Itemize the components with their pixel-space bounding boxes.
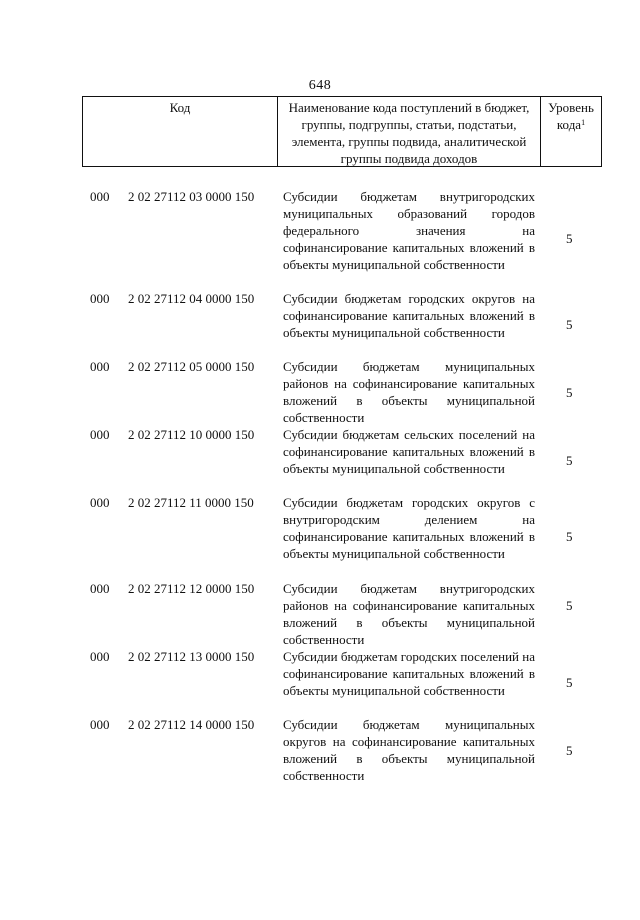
row-prefix: 000 bbox=[90, 581, 110, 596]
row-name: Субсидии бюджетам сельских поселений на софинансирование капитальных вложений в объекты муниципальной собственности bbox=[283, 427, 535, 476]
page-number: 648 bbox=[308, 78, 332, 93]
table-row bbox=[0, 580, 640, 648]
footnote-marker: 1 bbox=[581, 118, 586, 127]
row-code: 2 02 27112 10 0000 150 bbox=[128, 427, 255, 442]
row-prefix: 000 bbox=[90, 291, 110, 306]
row-name: Субсидии бюджетам городских поселений на софинансирование капитальных вложений в объекты муниципальной собственности bbox=[283, 649, 535, 698]
row-level: 5 bbox=[566, 231, 573, 246]
row-code: 2 02 27112 14 0000 150 bbox=[128, 717, 255, 732]
row-name: Субсидии бюджетам внутригородских районов на софинансирование капитальных вложений в объекты муниципальной собственности bbox=[283, 581, 535, 647]
row-prefix: 000 bbox=[90, 495, 110, 510]
row-prefix: 000 bbox=[90, 649, 110, 664]
row-prefix: 000 bbox=[90, 359, 110, 374]
table-row bbox=[0, 426, 640, 494]
table-row bbox=[0, 494, 640, 580]
table-row bbox=[0, 290, 640, 358]
row-name: Субсидии бюджетам муниципальных районов на софинансирование капитальных вложений в объекты муниципальной собственности bbox=[283, 359, 535, 425]
header-level bbox=[541, 97, 601, 166]
row-level: 5 bbox=[566, 598, 573, 613]
table-header bbox=[82, 96, 602, 167]
row-level: 5 bbox=[566, 675, 573, 690]
row-code: 2 02 27112 12 0000 150 bbox=[128, 581, 255, 596]
table-body bbox=[0, 188, 640, 784]
row-level: 5 bbox=[566, 453, 573, 468]
row-name: Субсидии бюджетам внутригородских муниципальных образований городов федерального значения на софинансирование капитальных вложений в объекты муниципальной собственности bbox=[283, 189, 535, 272]
row-code: 2 02 27112 11 0000 150 bbox=[128, 495, 254, 510]
header-code: Код bbox=[169, 100, 191, 115]
header-name: Наименование кода поступлений в бюджет, группы, подгруппы, статьи, подстатьи, элемента, группы подвида, аналитической группы подвида доходов bbox=[277, 97, 541, 166]
table-row bbox=[0, 648, 640, 716]
table-row bbox=[0, 188, 640, 290]
row-prefix: 000 bbox=[90, 189, 110, 204]
row-code: 2 02 27112 13 0000 150 bbox=[128, 649, 255, 664]
row-level: 5 bbox=[566, 743, 573, 758]
row-name: Субсидии бюджетам городских округов на софинансирование капитальных вложений в объекты муниципальной собственности bbox=[283, 291, 535, 340]
row-level: 5 bbox=[566, 529, 573, 544]
table-row bbox=[0, 358, 640, 426]
row-prefix: 000 bbox=[90, 427, 110, 442]
header-level-label: Уровень кода bbox=[548, 100, 594, 132]
row-code: 2 02 27112 04 0000 150 bbox=[128, 291, 255, 306]
table-row bbox=[0, 716, 640, 784]
row-level: 5 bbox=[566, 385, 573, 400]
row-name: Субсидии бюджетам муниципальных округов на софинансирование капитальных вложений в объекты муниципальной собственности bbox=[283, 717, 535, 783]
row-prefix: 000 bbox=[90, 717, 110, 732]
row-name: Субсидии бюджетам городских округов с внутригородским делением на софинансирование капитальных вложений в объекты муниципальной собственности bbox=[283, 495, 535, 561]
row-code: 2 02 27112 05 0000 150 bbox=[128, 359, 255, 374]
row-code: 2 02 27112 03 0000 150 bbox=[128, 189, 255, 204]
row-level: 5 bbox=[566, 317, 573, 332]
